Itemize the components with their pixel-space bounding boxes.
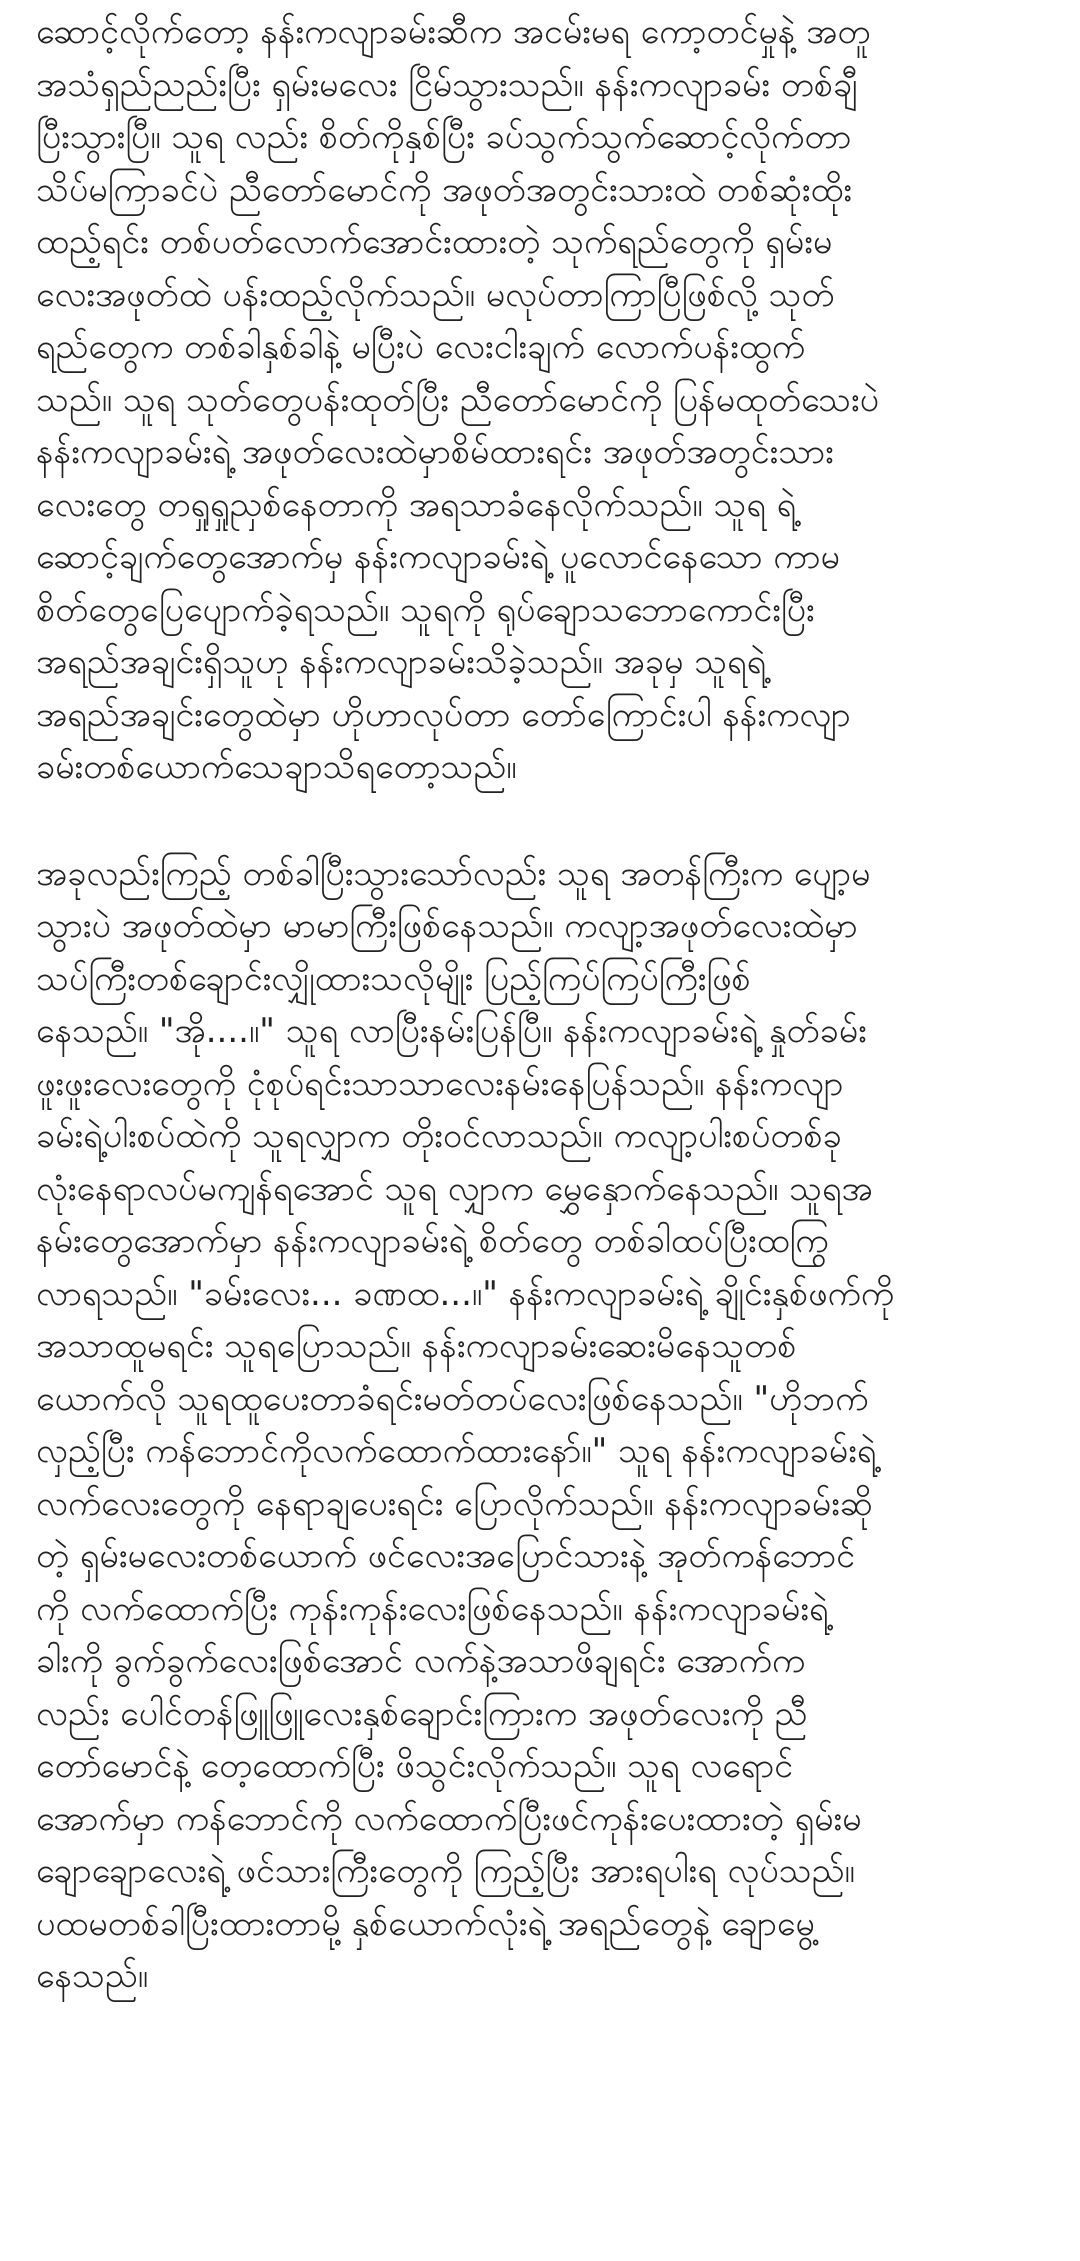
paragraph-2: အခုလည်းကြည့် တစ်ခါပြီးသွားသော်လည်း သူရ အတန်ကြီးက ပျော့မ သွားပဲ အဖုတ်ထဲမှာ မာမာကြီးဖြစ်နေသည်။ ကလျာ့အဖုတ်လေးထဲမှာ သပ်ကြီးတစ်ချောင်းလျှိုထားသလိုမျိုး ပြည့်ကြပ်ကြပ်ကြီးဖြစ် နေသည်။ "အို....။" သူရ လာပြီးနမ်းပြန်ပြီ။ နန်းကလျာခမ်းရဲ့ နှုတ်ခမ်း ဖူးဖူးလေးတွေကို ငုံစုပ်ရင်းသာသာလေးနမ်းနေပြန်သည်။ နန်းကလျာ ခမ်းရဲ့ပါးစပ်ထဲကို သူရလျှာက တိုးဝင်လာသည်။ ကလျာ့ပါးစပ်တစ်ခု လုံးနေရာလပ်မကျန်ရအောင် သူရ လျှာက မွှေနှောက်နေသည်။ သူရအ နမ်းတွေအောက်မှာ နန်းကလျာခမ်းရဲ့ စိတ်တွေ တစ်ခါထပ်ပြီးထကြွ လာရသည်။ "ခမ်းလေး... ခဏထ...။" နန်းကလျာခမ်းရဲ့ ချိုင်းနှစ်ဖက်ကို အသာထူမရင်း သူရပြောသည်။ နန်းကလျာခမ်းဆေးမိနေသူတစ် ယောက်လို သူရထူပေးတာခံရင်းမတ်တပ်လေးဖြစ်နေသည်။ "ဟိုဘက် လှည့်ပြီး ကန်ဘောင်ကိုလက်ထောက်ထားနော်။" သူရ နန်းကလျာခမ်းရဲ့ လက်လေးတွေကို နေရာချပေးရင်း ပြောလိုက်သည်။ နန်းကလျာခမ်းဆို တဲ့ ရှမ်းမလေးတစ်ယောက် ဖင်လေးအပြောင်သားနဲ့ အုတ်ကန်ဘောင် ကို လက်ထောက်ပြီး ကုန်းကုန်းလေးဖြစ်နေသည်။ နန်းကလျာခမ်းရဲ့ ခါးကို ခွက်ခွက်လေးဖြစ်အောင် လက်နဲ့အသာဖိချရင်း အောက်က လည်း ပေါင်တန်ဖြူဖြူလေးနှစ်ချောင်းကြားက အဖုတ်လေးကို ညီ တော်မောင်နဲ့ တေ့ထောက်ပြီး ဖိသွင်းလိုက်သည်။ သူရ လရောင် အောက်မှာ ကန်ဘောင်ကို လက်ထောက်ပြီးဖင်ကုန်းပေးထားတဲ့ ရှမ်းမ ချောချောလေးရဲ့ ဖင်သားကြီးတွေကို ကြည့်ပြီး အားရပါးရ လုပ်သည်။ ပထမတစ်ခါပြီးထားတာမို့ နှစ်ယောက်လုံးရဲ့ အရည်တွေနဲ့ ချောမွေ့ နေသည်။	[36, 853, 895, 1996]
paragraph-1: ဆောင့်လိုက်တော့ နန်းကလျာခမ်းဆီက အငမ်းမရ ကော့တင်မှုနဲ့ အတူ အသံရှည်ညည်းပြီး ရှမ်းမလေး ငြိမ်သွားသည်။ နန်းကလျာခမ်း တစ်ချီ ပြီးသွားပြီ။ သူရ လည်း စိတ်ကိုနှစ်ပြီး ခပ်သွက်သွက်ဆောင့်လိုက်တာ သိပ်မကြာခင်ပဲ ညီတော်မောင်ကို အဖုတ်အတွင်းသားထဲ တစ်ဆုံးထိုး ထည့်ရင်း တစ်ပတ်လောက်အောင်းထားတဲ့ သုက်ရည်တွေကို ရှမ်းမ လေးအဖုတ်ထဲ ပန်းထည့်လိုက်သည်။ မလုပ်တာကြာပြီဖြစ်လို့ သုတ် ရည်တွေက တစ်ခါနှစ်ခါနဲ့ မပြီးပဲ လေးငါးချက် လောက်ပန်းထွက် သည်။ သူရ သုတ်တွေပန်းထုတ်ပြီး ညီတော်မောင်ကို ပြန်မထုတ်သေးပဲ နန်းကလျာခမ်းရဲ့ အဖုတ်လေးထဲမှာစိမ်ထားရင်း အဖုတ်အတွင်းသား လေးတွေ တရှုရှုညှစ်နေတာကို အရသာခံနေလိုက်သည်။ သူရ ရဲ့ ဆောင့်ချက်တွေအောက်မှ နန်းကလျာခမ်းရဲ့ ပူလောင်နေသော ကာမ စိတ်တွေပြေပျောက်ခဲ့ရသည်။ သူရကို ရုပ်ချောသဘောကောင်းပြီး အရည်အချင်းရှိသူဟု နန်းကလျာခမ်းသိခဲ့သည်။ အခုမှ သူရရဲ့ အရည်အချင်းတွေထဲမှာ ဟိုဟာလုပ်တာ တော်ကြောင်းပါ နန်းကလျာ ခမ်းတစ်ယောက်သေချာသိရတော့သည်။	[36, 12, 880, 787]
